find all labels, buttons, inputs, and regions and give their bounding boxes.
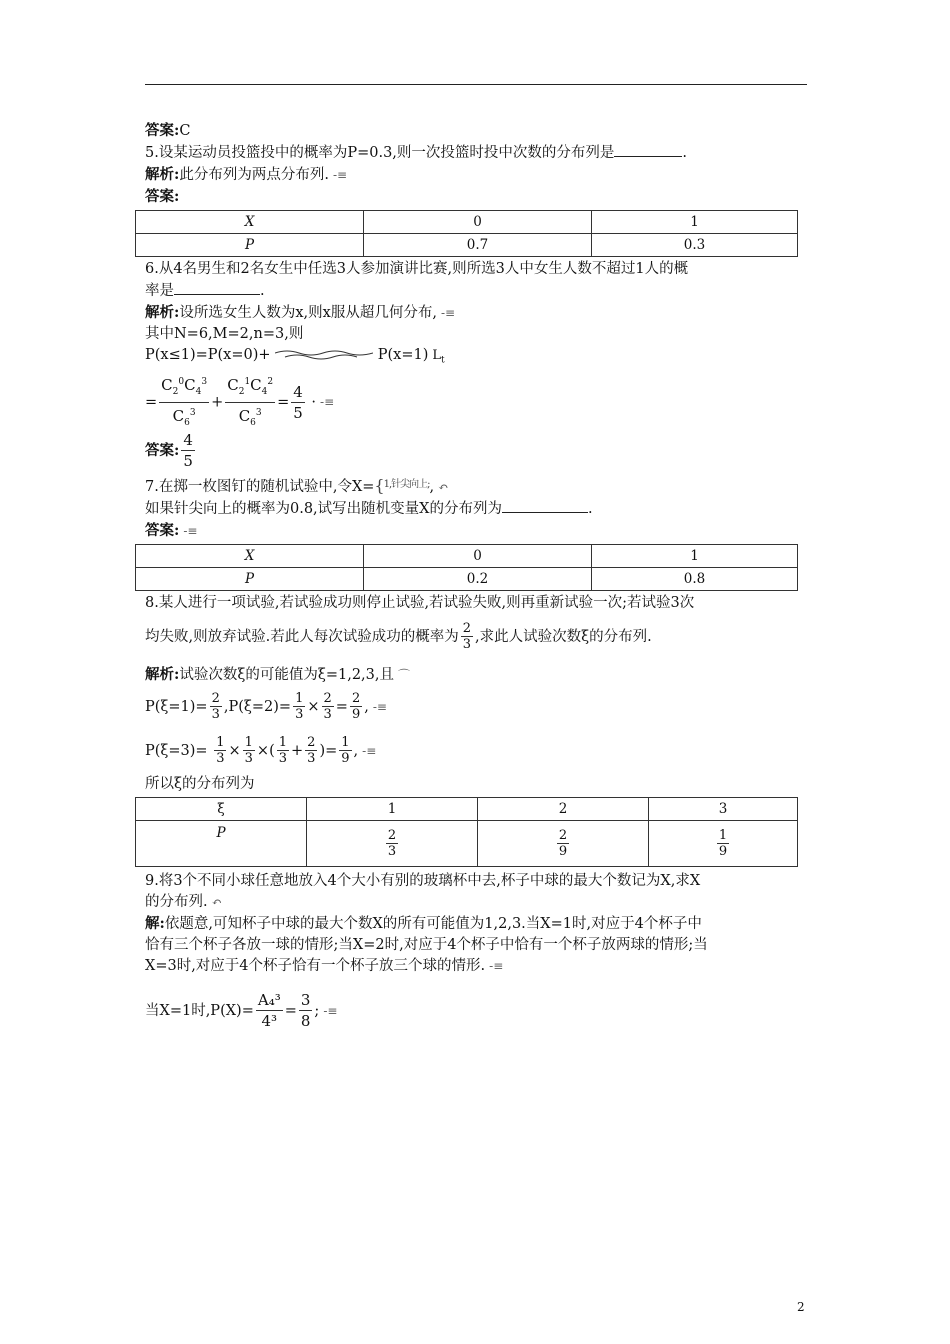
table-row: P $\frac{2}{3}$ $\frac{2}{9}$ $\frac{1}{9}$ [136,820,798,866]
q5-answer-label: 答案: [145,188,180,205]
q9-solution-1: 解:依题意,可知杯子中球的最大个数X的所有可能值为1,2,3.当X=1时,对应于4个杯子中 [145,914,702,932]
edit-mark-icon: -≡ [440,306,456,320]
q9-last-line: 当X=1时,P(X)= $\frac{\text{A₄³}}{\text{4³}}$ = $\frac{3}{8}$ ; -≡ [145,991,338,1031]
q7-question: 7.在掷一枚图钉的随机试验中,令X={$^{1,针尖向上;}$, ↶ [145,475,449,495]
q8-distribution-table [135,797,798,867]
q5-distribution-table [135,210,798,257]
q4-answer: 答案:C [145,122,191,139]
table-row: P 0.7 0.3 [136,234,798,257]
result-fraction: $\frac{4}{5}$ [293,382,303,422]
q8-question: 8.某人进行一项试验,若试验成功则停止试验,若试验失败,则再重新试验一次;若试验3次 [145,594,695,611]
q8-question-cont: 均失败,则放弃试验.若此人每次试验成功的概率为 $\frac{2}{3}$ ,求此人试验次数ξ的分布列. [145,621,652,653]
table-row: X 0 1 [136,544,798,567]
combination-fraction: $\frac{C_2^0C_4^3}{C_6^3}$ [159,372,209,433]
combination-fraction: $\frac{C_2^1C_4^2}{C_6^3}$ [225,372,275,433]
q7-question-cont: 如果针尖向上的概率为0.8,试写出随机变量X的分布列为 . [145,498,807,520]
page-number: 2 [797,1300,805,1314]
q6-question-cont: 率是 . [145,280,807,302]
q6-formula-2: = $\frac{C_2^0C_4^3}{C_6^3}$ + $\frac{C_2^1C_4^2}{C_6^3}$ = $\frac{4}{5}$ · -≡ [145,372,807,428]
q7-distribution-table [135,544,798,591]
q6-answer: 答案: $\frac{4}{5}$ [145,431,193,471]
edit-mark-icon: -≡ [320,395,335,410]
piecewise-definition-image: {$^{1,针尖向上;}$ [374,475,430,495]
edit-mark-icon: ↶ [438,479,449,494]
answer-blank [502,498,588,513]
q9-question-cont: 的分布列. ↶ [145,893,222,910]
q6-formula-1: P(x≤1)=P(x=0)+ P(x=1) $L_t$ [145,347,445,366]
wave-scribble-icon [275,348,373,362]
edit-mark-icon: ↶ [211,894,222,909]
q9-solution-2: 恰有三个杯子各放一球的情形;当X=2时,对应于4个杯子中恰有一个杯子放两球的情形;当 [145,936,708,953]
q8-line-1: P(ξ=1)= $\frac{2}{3}$ ,P(ξ=2)= $\frac{1}{3}$ × $\frac{2}{3}$ = $\frac{2}{9}$ , -≡ [145,691,387,723]
table-row: X 0 1 [136,211,798,234]
edit-mark-icon: -≡ [332,168,348,182]
edit-mark-icon: -≡ [183,523,198,538]
q8-analysis: 解析:试验次数ξ的可能值为ξ=1,2,3,且 ⌒ [145,665,410,683]
table-row: P 0.2 0.8 [136,567,798,590]
q9-question: 9.将3个不同小球任意地放入4个大小有别的玻璃杯中去,杯子中球的最大个数记为X,求X [145,872,701,889]
answer-blank [614,142,682,157]
q8-line-2: P(ξ=3)= $\frac{1}{3}$ × $\frac{1}{3}$ ×( $\frac{1}{3}$ + $\frac{2}{3}$ )= $\frac{1}{9}$ , -≡ [145,735,377,767]
q5-analysis: 解析:此分布列为两点分布列. -≡ [145,166,348,183]
q7-answer-label: 答案: -≡ [145,521,198,539]
q9-solution-3: X=3时,对应于4个杯子恰有一个杯子放三个球的情形. -≡ [145,957,504,974]
table-row: ξ 1 2 3 [136,797,798,820]
header-rule [145,84,807,85]
q6-analysis: 解析:设所选女生人数为x,则x服从超几何分布, -≡ [145,304,456,321]
page-content [145,120,807,1039]
q6-params: 其中N=6,M=2,n=3,则 [145,326,304,342]
q6-question: 6.从4名男生和2名女生中任选3人参加演讲比赛,则所选3人中女生人数不超过1人的概 [145,261,689,277]
q5-question: 5.设某运动员投篮投中的概率为P=0.3,则一次投篮时投中次数的分布列是 . [145,142,807,164]
answer-blank [174,280,260,295]
q8-conclusion: 所以ξ的分布列为 [145,775,255,792]
